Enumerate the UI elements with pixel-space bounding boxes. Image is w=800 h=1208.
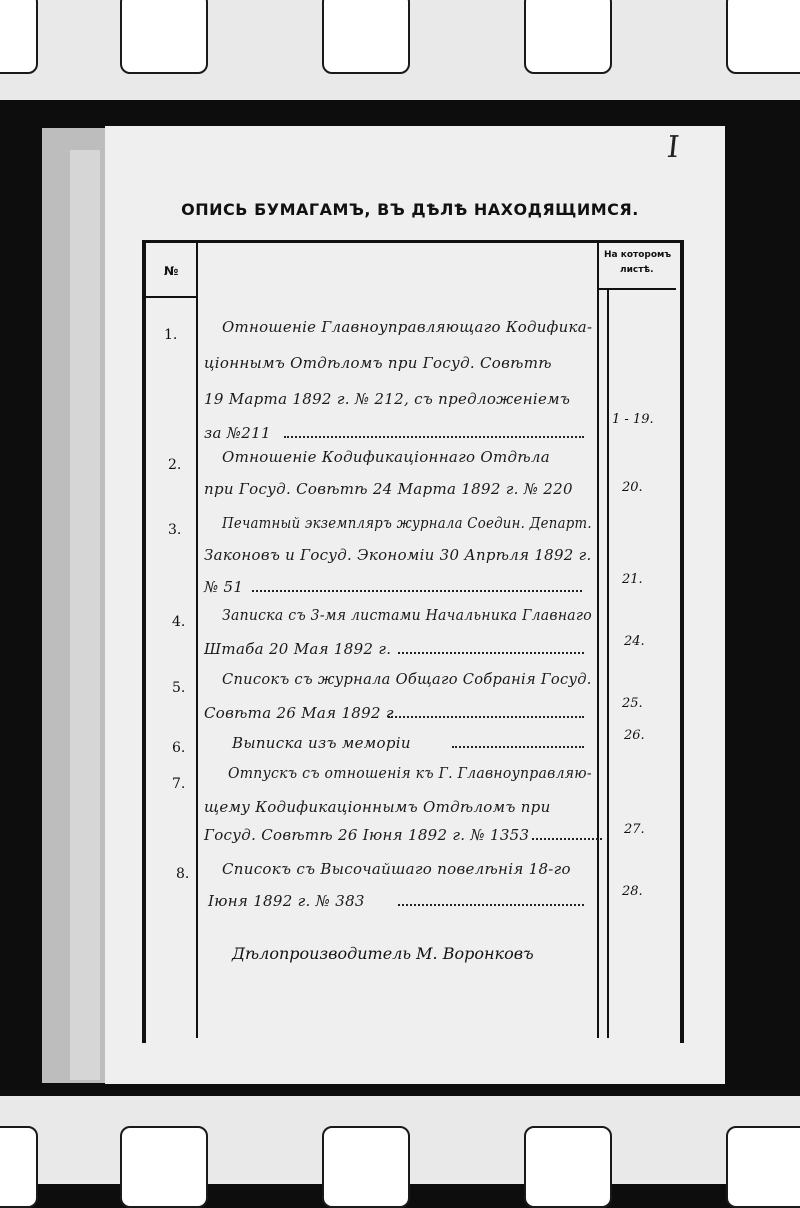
entry-number: 2. xyxy=(168,457,182,473)
entry-sheet-ref: 1 - 19. xyxy=(612,412,654,427)
sprocket-hole xyxy=(120,1126,208,1208)
sprocket-hole xyxy=(0,0,38,74)
column-header-sheet: листѣ. xyxy=(620,265,654,275)
entry-number: 3. xyxy=(168,522,182,538)
entry-text-line: Записка съ 3-мя листами Начальника Главнаго xyxy=(222,606,592,624)
header-rule-sheet xyxy=(598,288,676,290)
entry-number: 4. xyxy=(172,614,186,630)
entry-text-line: Законовъ и Госуд. Экономіи 30 Апрѣля 1892 г. xyxy=(204,546,592,564)
film-strip-bottom xyxy=(0,1096,800,1184)
film-strip-top xyxy=(0,0,800,100)
entry-text-line: Списокъ съ Высочайшаго повелѣнія 18-го xyxy=(222,860,571,878)
leader-dots xyxy=(398,652,584,654)
leader-dots xyxy=(284,436,584,438)
inventory-heading: ОПИСЬ БУМАГАМЪ, ВЪ ДѢЛѢ НАХОДЯЩИМСЯ. xyxy=(181,200,639,219)
column-divider-sheet-left xyxy=(597,243,599,1038)
entry-text-line: № 51 xyxy=(204,578,244,596)
page-edge xyxy=(70,150,100,1080)
entry-text-line: Печатный экземпляръ журнала Соедин. Департ. xyxy=(222,514,592,532)
sprocket-hole xyxy=(120,0,208,74)
entry-text-line: Отпускъ съ отношенія къ Г. Главноуправляю- xyxy=(228,764,592,782)
sheet-number: I xyxy=(665,130,681,165)
entry-text-line: Совѣта 26 Мая 1892 г. xyxy=(204,704,399,722)
entry-number: 5. xyxy=(172,680,186,696)
entry-text-line: Отношеніе Кодификаціоннаго Отдѣла xyxy=(222,448,550,466)
clerk-signature: Дѣлопроизводитель М. Воронковъ xyxy=(232,944,534,963)
entry-text-line: 19 Марта 1892 г. № 212, съ предложеніемъ xyxy=(204,390,571,408)
sprocket-hole xyxy=(322,0,410,74)
leader-dots xyxy=(252,590,582,592)
entry-sheet-ref: 24. xyxy=(624,634,645,649)
leader-dots xyxy=(388,716,584,718)
entry-number: 8. xyxy=(176,866,190,882)
sprocket-hole xyxy=(726,0,800,74)
leader-dots xyxy=(532,838,602,840)
entry-sheet-ref: 21. xyxy=(622,572,643,587)
entry-text-line: при Госуд. Совѣтѣ 24 Марта 1892 г. № 220 xyxy=(204,480,573,498)
entry-text-line: Госуд. Совѣтѣ 26 Іюня 1892 г. № 1353 xyxy=(204,826,530,844)
entry-text-line: Списокъ съ журнала Общаго Собранія Госуд. xyxy=(222,670,592,688)
entry-text-line: щему Кодификаціоннымъ Отдѣломъ при xyxy=(204,798,551,816)
entry-number: 6. xyxy=(172,740,186,756)
entry-text-line: Штаба 20 Мая 1892 г. xyxy=(204,640,392,658)
column-header-sheet: На которомъ xyxy=(604,250,672,260)
header-rule-number xyxy=(146,296,198,298)
sprocket-hole xyxy=(524,1126,612,1208)
column-header-number: № xyxy=(164,264,179,278)
entry-sheet-ref: 20. xyxy=(622,480,643,495)
entry-number: 7. xyxy=(172,776,186,792)
column-divider-number xyxy=(196,243,198,1038)
entry-text-line: ціоннымъ Отдѣломъ при Госуд. Совѣтѣ xyxy=(204,354,552,372)
sprocket-hole xyxy=(322,1126,410,1208)
sprocket-hole xyxy=(524,0,612,74)
entry-text-line: Выписка изъ меморіи xyxy=(232,734,411,752)
entry-number: 1. xyxy=(164,327,178,343)
entry-sheet-ref: 26. xyxy=(624,728,645,743)
entry-text-line: за №211 xyxy=(204,424,271,442)
entry-sheet-ref: 25. xyxy=(622,696,643,711)
entry-sheet-ref: 28. xyxy=(622,884,643,899)
leader-dots xyxy=(452,746,584,748)
column-divider-sheet-right xyxy=(607,290,609,1038)
entry-text-line: Отношеніе Главноуправляющаго Кодифика- xyxy=(222,318,593,336)
leader-dots xyxy=(398,904,584,906)
entry-text-line: Іюня 1892 г. № 383 xyxy=(208,892,365,910)
entry-sheet-ref: 27. xyxy=(624,822,645,837)
sprocket-hole xyxy=(0,1126,38,1208)
sprocket-hole xyxy=(726,1126,800,1208)
